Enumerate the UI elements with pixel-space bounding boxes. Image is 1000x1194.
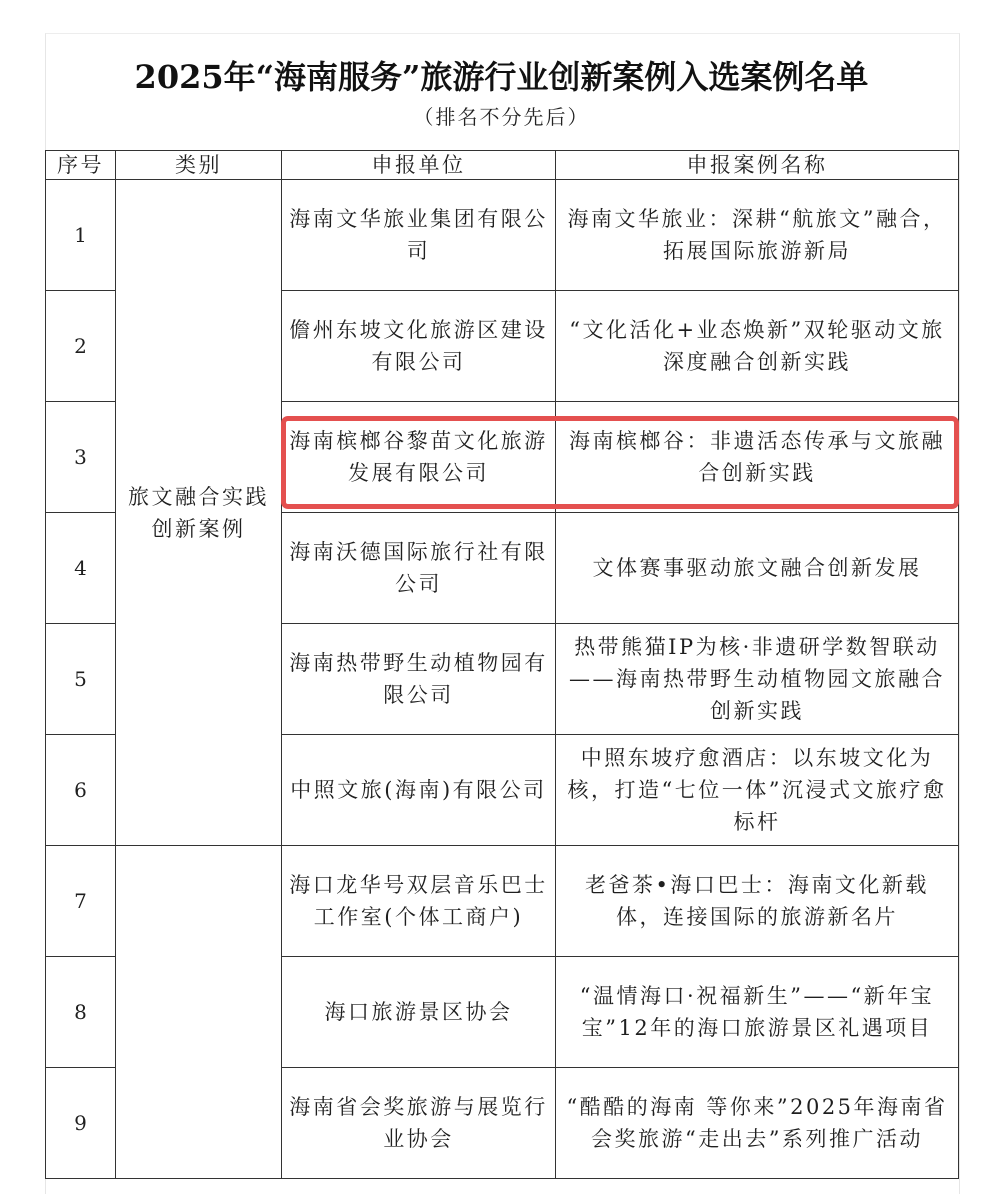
applicant-unit: 海南热带野生动植物园有限公司 (282, 624, 556, 735)
header-category: 类别 (116, 151, 282, 180)
row-number: 5 (46, 624, 116, 735)
applicant-unit: 海口龙华号双层音乐巴士工作室(个体工商户) (282, 846, 556, 957)
category-cell: 旅文融合实践创新案例 (116, 180, 282, 846)
case-name: 老爸茶•海口巴士：海南文化新载体，连接国际的旅游新名片 (556, 846, 959, 957)
category-cell-empty (116, 846, 282, 1179)
table-row (46, 180, 959, 291)
row-number: 9 (46, 1068, 116, 1179)
applicant-unit: 海口旅游景区协会 (282, 957, 556, 1068)
row-number: 1 (46, 180, 116, 291)
header-case-name: 申报案例名称 (556, 151, 959, 180)
row-number: 3 (46, 402, 116, 513)
case-name: “酷酷的海南 等你来”2025年海南省会奖旅游“走出去”系列推广活动 (556, 1068, 959, 1179)
table-header-row (46, 151, 959, 180)
case-list-table (45, 150, 959, 1179)
row-number: 2 (46, 291, 116, 402)
document-title: 2025年“海南服务”旅游行业创新案例入选案例名单 (134, 58, 869, 96)
applicant-unit: 中照文旅(海南)有限公司 (282, 735, 556, 846)
case-name: 热带熊猫IP为核·非遗研学数智联动——海南热带野生动植物园文旅融合创新实践 (556, 624, 959, 735)
case-name: “文化活化+业态焕新”双轮驱动文旅深度融合创新实践 (556, 291, 959, 402)
case-name: 海南槟榔谷：非遗活态传承与文旅融合创新实践 (556, 402, 959, 513)
row-number: 7 (46, 846, 116, 957)
applicant-unit: 儋州东坡文化旅游区建设有限公司 (282, 291, 556, 402)
header-applicant-unit: 申报单位 (282, 151, 556, 180)
document-subtitle: （排名不分先后） (413, 105, 590, 129)
header-number: 序号 (46, 151, 116, 180)
applicant-unit: 海南省会奖旅游与展览行业协会 (282, 1068, 556, 1179)
case-name: 文体赛事驱动旅文融合创新发展 (556, 513, 959, 624)
row-number: 4 (46, 513, 116, 624)
applicant-unit: 海南沃德国际旅行社有限公司 (282, 513, 556, 624)
case-name: 中照东坡疗愈酒店：以东坡文化为核，打造“七位一体”沉浸式文旅疗愈标杆 (556, 735, 959, 846)
case-name: 海南文华旅业：深耕“航旅文”融合，拓展国际旅游新局 (556, 180, 959, 291)
case-name: “温情海口·祝福新生”——“新年宝宝”12年的海口旅游景区礼遇项目 (556, 957, 959, 1068)
row-number: 8 (46, 957, 116, 1068)
row-number: 6 (46, 735, 116, 846)
table-row (46, 846, 959, 957)
applicant-unit: 海南槟榔谷黎苗文化旅游发展有限公司 (282, 402, 556, 513)
applicant-unit: 海南文华旅业集团有限公司 (282, 180, 556, 291)
